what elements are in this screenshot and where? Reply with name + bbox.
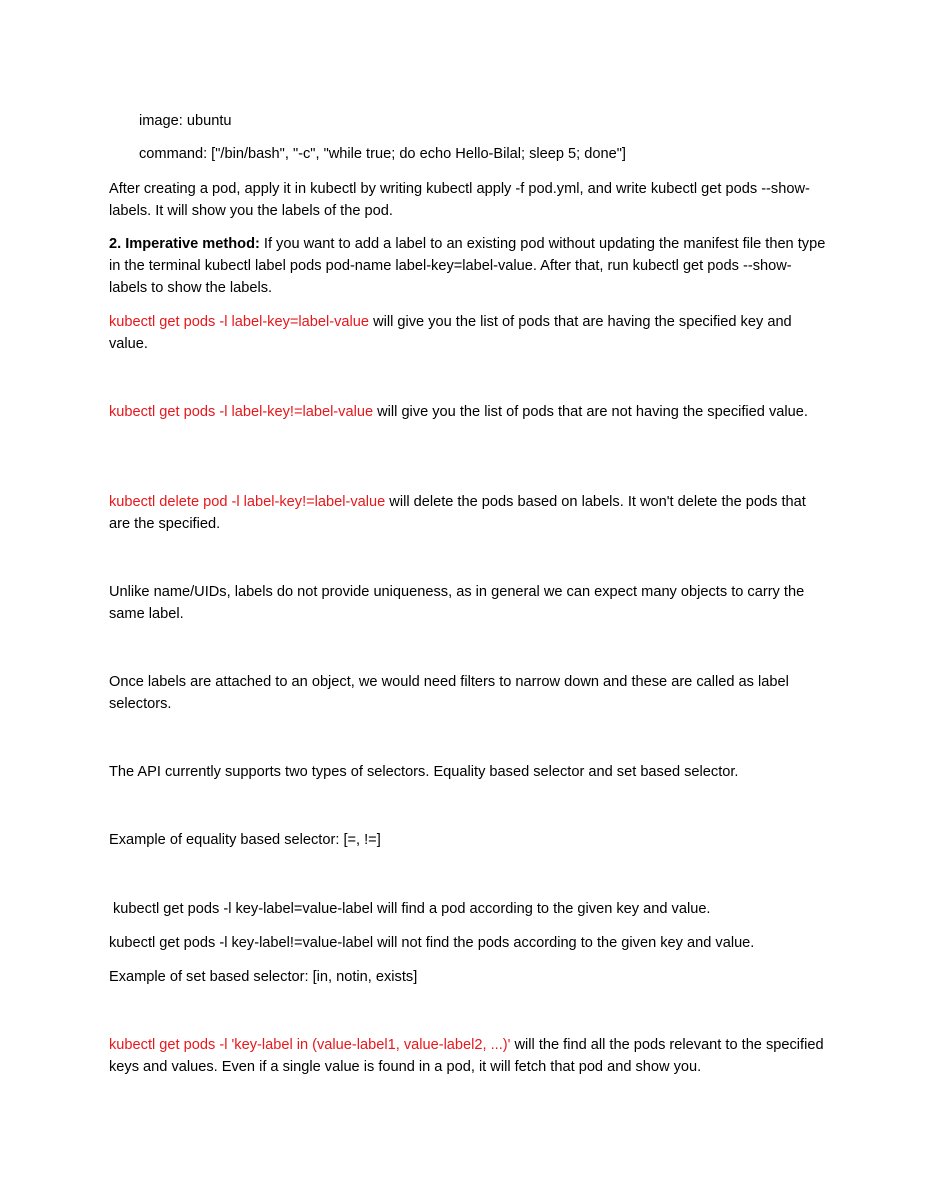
find-not-equal-paragraph: kubectl get pods -l key-label!=value-label will not find the pods according to the given key and value. xyxy=(109,935,755,951)
uniqueness-paragraph: Unlike name/UIDs, labels do not provide uniqueness, as in general we can expect many objects to carry the same label. xyxy=(109,584,805,622)
label-selectors-paragraph: Once labels are attached to an object, we would need filters to narrow down and these are called as label selectors. xyxy=(109,674,789,712)
delete-pods-paragraph xyxy=(109,491,829,535)
get-pods-not-equal-text: will give you the list of pods that are not having the specified value. xyxy=(373,404,808,420)
delete-pods-text: will delete the pods based on labels. It won't delete the pods that are the specified. xyxy=(109,494,806,532)
get-pods-equal-text: will give you the list of pods that are having the specified key and value. xyxy=(109,314,792,352)
set-based-command: kubectl get pods -l 'key-label in (value-label1, value-label2, ...)' xyxy=(109,1037,511,1053)
get-pods-not-equal-command: kubectl get pods -l label-key!=label-value xyxy=(109,404,374,420)
equality-selector-example: Example of equality based selector: [=, !=] xyxy=(109,832,381,848)
imperative-method-text: If you want to add a label to an existing pod without updating the manifest file then type in the terminal kubectl label pods pod-name label-key=label-value. After that, run kubectl get pods --show-labels to show the labels. xyxy=(109,236,826,296)
imperative-method-paragraph xyxy=(109,233,829,299)
set-based-paragraph xyxy=(109,1034,829,1078)
get-pods-equal-command: kubectl get pods -l label-key=label-value xyxy=(109,314,370,330)
yaml-image-line: image: ubuntu xyxy=(139,113,232,129)
delete-pods-command: kubectl delete pod -l label-key!=label-value xyxy=(109,494,386,510)
yaml-command-line: command: ["/bin/bash", "-c", "while true; do echo Hello-Bilal; sleep 5; done"] xyxy=(139,146,626,162)
apply-paragraph: After creating a pod, apply it in kubectl by writing kubectl apply -f pod.yml, and write kubectl get pods --show-labels. It will show you the labels of the pod. xyxy=(109,181,810,219)
get-pods-not-equal-paragraph xyxy=(109,401,829,423)
imperative-method-heading: 2. Imperative method: xyxy=(109,236,260,252)
set-based-text: will the find all the pods relevant to the specified keys and values. Even if a single value is found in a pod, it will fetch that pod and show you. xyxy=(109,1037,824,1075)
get-pods-equal-paragraph xyxy=(109,311,829,355)
find-equal-paragraph: kubectl get pods -l key-label=value-label will find a pod according to the given key and value. xyxy=(113,901,711,917)
set-selector-example: Example of set based selector: [in, notin, exists] xyxy=(109,969,418,985)
api-selectors-paragraph: The API currently supports two types of selectors. Equality based selector and set based selector. xyxy=(109,764,739,780)
